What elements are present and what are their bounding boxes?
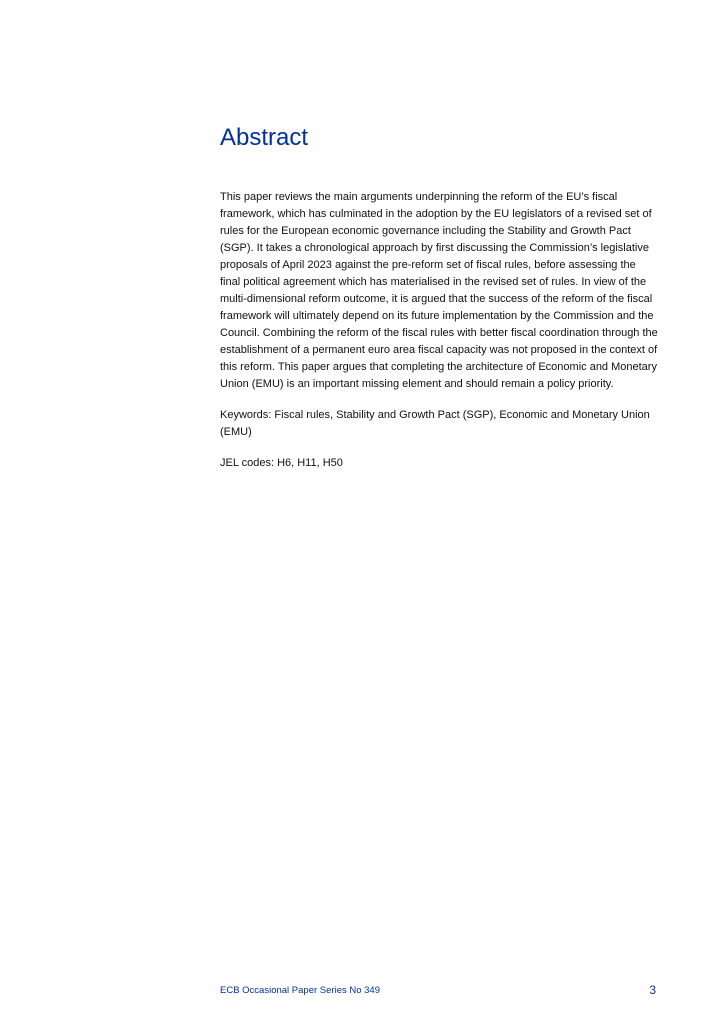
jel-codes-paragraph: JEL codes: H6, H11, H50: [220, 457, 343, 469]
keywords-paragraph: Keywords: Fiscal rules, Stability and Growth Pact (SGP), Economic and Monetary Union (EMU): [220, 409, 650, 438]
document-body: [220, 189, 658, 472]
page-number: 3: [649, 983, 656, 997]
abstract-paragraph: This paper reviews the main arguments underpinning the reform of the EU’s fiscal framework, which has culminated in the adoption by the EU legislators of a revised set of rules for the European economic governance including the Stability and Growth Pact (SGP). It takes a chronological approach by first discussing the Commission’s legislative proposals of April 2023 against the pre-reform set of fiscal rules, before assessing the final political agreement which has materialised in the revised set of rules. In view of the multi-dimensional reform outcome, it is argued that the success of the reform of the fiscal framework will ultimately depend on its future implementation by the Commission and the Council. Combining the reform of the fiscal rules with better fiscal coordination through the establishment of a permanent euro area fiscal capacity was not proposed in the context of this reform. This paper argues that completing the architecture of Economic and Monetary Union (EMU) is an important missing element and should remain a policy priority.: [220, 191, 658, 390]
page-title: Abstract: [220, 124, 309, 151]
footer-series-label: ECB Occasional Paper Series No 349: [220, 985, 380, 996]
